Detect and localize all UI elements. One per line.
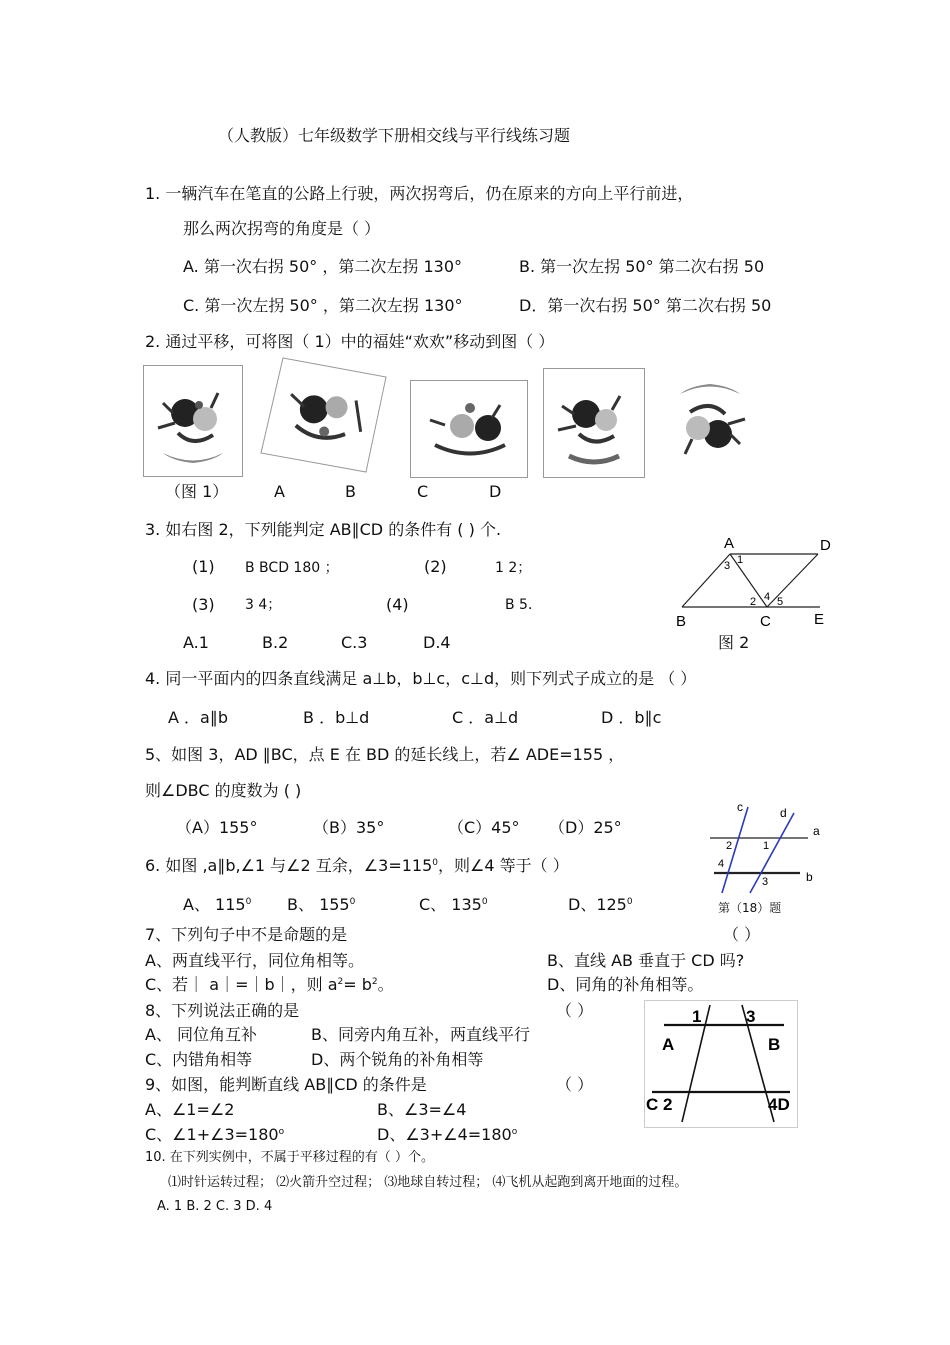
q3-condition-3: 3 4； xyxy=(245,597,282,613)
q9-option-a: A、∠1=∠2 xyxy=(145,1100,235,1119)
q9-fig-angle-1: 1 xyxy=(692,1007,702,1026)
q3-option-b: B.2 xyxy=(262,633,289,652)
q6-stem: 6. 如图 ,a∥b,∠1 与∠2 互余，$\angle 3=115^0$，则∠4 等于（ ） xyxy=(145,856,569,875)
q4-option-d: D ．b∥c xyxy=(601,708,662,727)
q5-stem-line2: 则∠DBC 的度数为 ( ) xyxy=(145,781,302,800)
q4-stem: 4. 同一平面内的四条直线满足 a⊥b，b⊥c，c⊥d，则下列式子成立的是 （ ） xyxy=(145,669,697,688)
q2-stem: 2. 通过平移，可将图（ 1）中的福娃“欢欢”移动到图（ ） xyxy=(145,332,555,351)
figure-1-label: （图 1） xyxy=(165,482,229,501)
q3-condition-2-num: (2) xyxy=(424,557,447,576)
fig18-angle-2: 2 xyxy=(726,840,733,852)
page-title: （人教版）七年级数学下册相交线与平行线练习题 xyxy=(218,126,571,145)
q3-condition-1-num: (1) xyxy=(192,557,215,576)
q7-option-d: D、同角的补角相等。 xyxy=(547,975,704,994)
q6-option-d: D、$125^0$ xyxy=(568,895,633,914)
q3-condition-1: B BCD 180 ； xyxy=(245,560,339,576)
q9-answer-paren: （ ） xyxy=(556,1075,594,1094)
figure-2-diagram xyxy=(670,532,840,652)
figure-a-label: A xyxy=(274,482,285,501)
q7-answer-paren: （ ） xyxy=(723,925,761,944)
q8-option-c: C、内错角相等 xyxy=(145,1050,253,1069)
fig2-label-E: E xyxy=(814,611,825,628)
q10-options: A. 1 B. 2 C. 3 D. 4 xyxy=(157,1199,273,1214)
q9-stem: 9、如图，能判断直线 AB∥CD 的条件是 xyxy=(145,1075,427,1094)
q3-condition-4-num: (4) xyxy=(386,595,409,614)
fig2-label-D: D xyxy=(820,537,831,554)
q3-option-a: A.1 xyxy=(183,633,209,652)
q4-option-b: B ．b⊥d xyxy=(303,708,370,727)
q1-stem-line1: 1. 一辆汽车在笔直的公路上行驶，两次拐弯后，仍在原来的方向上平行前进， xyxy=(145,184,694,203)
q9-fig-angle-3: 3 xyxy=(746,1007,756,1026)
fig2-label-B: B xyxy=(676,613,687,630)
fig2-label-C: C xyxy=(760,613,771,630)
q1-option-a: A. 第一次右拐 50° ，第二次左拐 130° xyxy=(183,257,462,276)
q1-stem-line2: 那么两次拐弯的角度是（ ） xyxy=(183,219,381,238)
q9-option-d: D、$\angle 3+\angle 4=180^o$ xyxy=(377,1125,518,1144)
q5-option-b: （B）35° xyxy=(313,818,385,837)
fig2-label-A: A xyxy=(724,535,735,552)
figure-d-image xyxy=(659,368,761,478)
q9-fig-label-A: A xyxy=(662,1035,675,1054)
fig18-angle-1: 1 xyxy=(763,840,770,852)
figure-c-image xyxy=(543,368,645,478)
q7-option-a: A、两直线平行，同位角相等。 xyxy=(145,951,364,970)
q8-option-d: D、两个锐角的补角相等 xyxy=(311,1050,484,1069)
figure-b-image xyxy=(410,380,528,478)
q8-option-b: B、同旁内角互补，两直线平行 xyxy=(311,1025,530,1044)
q9-figure-diagram xyxy=(644,1000,798,1128)
q1-option-b: B. 第一次左拐 50° 第二次右拐 50 xyxy=(519,257,765,276)
q8-answer-paren: （ ） xyxy=(556,1001,594,1020)
q8-option-a: A、 同位角互补 xyxy=(145,1025,258,1044)
q1-option-c: C. 第一次左拐 50° ，第二次左拐 130° xyxy=(183,296,463,315)
q6-option-a: A、 $115^0$ xyxy=(183,895,252,914)
q3-stem: 3. 如右图 2，下列能判定 AB∥CD 的条件有 ( ) 个. xyxy=(145,520,502,539)
q3-option-c: C.3 xyxy=(341,633,368,652)
q8-stem: 8、下列说法正确的是 xyxy=(145,1001,300,1020)
q4-option-c: C ．a⊥d xyxy=(452,708,519,727)
figure-18-diagram xyxy=(700,795,830,900)
fig18-label-b: b xyxy=(806,870,813,884)
fig2-angle-4: 4 xyxy=(764,591,771,603)
q1-option-d: D．第一次右拐 50° 第二次右拐 50 xyxy=(519,296,772,315)
figure-c-label: C xyxy=(417,482,429,501)
fig18-label-a: a xyxy=(813,824,820,838)
fig18-angle-3: 3 xyxy=(762,876,769,888)
fig2-angle-1: 1 xyxy=(737,554,744,566)
q5-option-a: （A）155° xyxy=(176,818,258,837)
q6-option-c: C、 $135^0$ xyxy=(419,895,488,914)
figure-1-image xyxy=(143,365,243,477)
q3-condition-3-num: (3) xyxy=(192,595,215,614)
q4-option-a: A ．a∥b xyxy=(168,708,228,727)
q10-items: ⑴时针运转过程； ⑵火箭升空过程； ⑶地球自转过程； ⑷飞机从起跑到离开地面的过程。 xyxy=(168,1175,688,1190)
q9-fig-label-C2: C 2 xyxy=(646,1095,673,1114)
q6-option-b: B、 $155^0$ xyxy=(287,895,356,914)
q9-option-c: C、$\angle 1+\angle 3=180^o$ xyxy=(145,1125,285,1144)
figure-18-caption: 第（18）题 xyxy=(718,901,782,915)
q5-option-c: （C）45° xyxy=(448,818,520,837)
q5-option-d: （D）25° xyxy=(549,818,622,837)
figure-d-label: D xyxy=(489,482,502,501)
q3-condition-2: 1 2； xyxy=(495,560,532,576)
figure-2-caption: 图 2 xyxy=(718,633,750,652)
fig18-label-d: d xyxy=(780,806,787,820)
fig18-angle-4: 4 xyxy=(718,858,725,870)
fig2-angle-5: 5 xyxy=(777,596,784,608)
q9-fig-label-4D: 4D xyxy=(768,1095,790,1114)
q7-option-b: B、直线 AB 垂直于 CD 吗? xyxy=(547,951,745,970)
q3-option-d: D.4 xyxy=(423,633,451,652)
fig18-label-c: c xyxy=(737,800,743,814)
q7-option-c: C、若｜ a｜=｜b｜，则 $a^2= b^2$。 xyxy=(145,975,394,994)
fig2-angle-3: 3 xyxy=(724,560,731,572)
fig2-angle-2: 2 xyxy=(750,596,757,608)
figure-b-label: B xyxy=(345,482,356,501)
q9-fig-label-B: B xyxy=(768,1035,781,1054)
figure-a-image xyxy=(258,355,388,475)
q7-stem: 7、下列句子中不是命题的是 xyxy=(145,925,348,944)
q5-stem-line1: 5、如图 3，AD ∥BC，点 E 在 BD 的延长线上，若∠ ADE=155 ， xyxy=(145,745,625,764)
q3-condition-4: B 5． xyxy=(505,597,542,613)
q9-option-b: B、∠3=∠4 xyxy=(377,1100,467,1119)
q10-stem: 10. 在下列实例中，不属于平移过程的有（ ）个。 xyxy=(145,1150,434,1165)
